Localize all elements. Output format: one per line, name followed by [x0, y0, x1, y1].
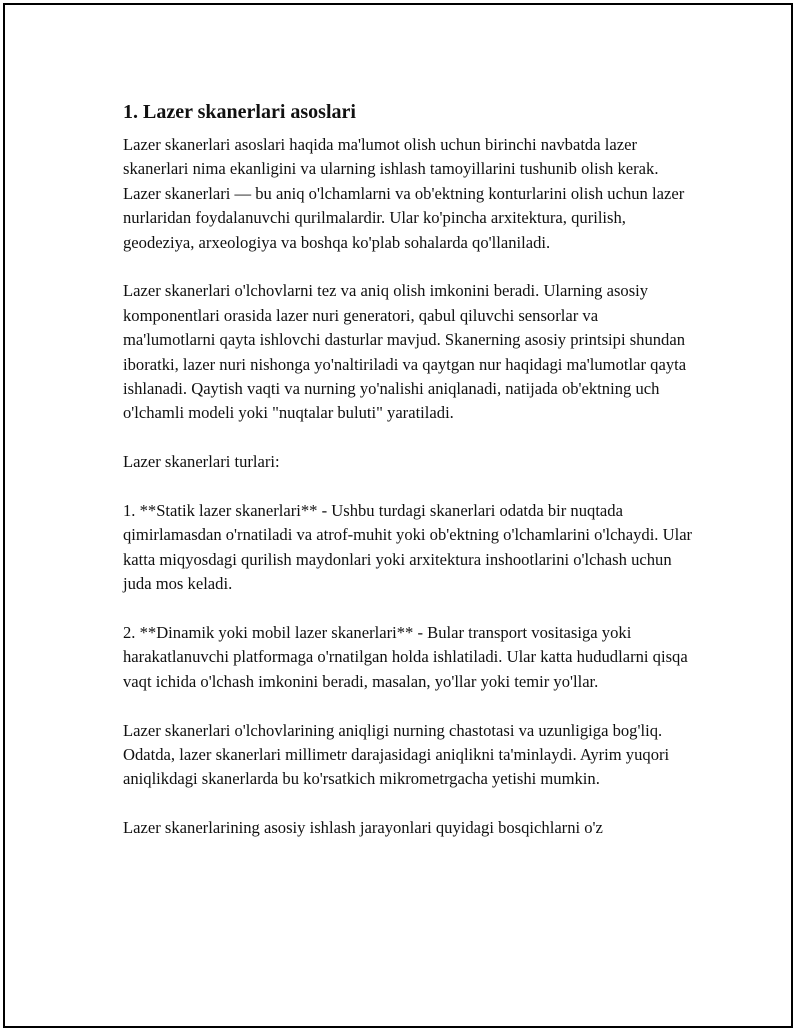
paragraph-accuracy: Lazer skanerlari o'lchovlarining aniqligi nurning chastotasi va uzunligiga bog'liq. Odatda, lazer skanerlari millimetr darajasidagi aniqlikni ta'minlaydi. Ayrim yuqori aniqlikdagi skanerlarda bu ko'rsatkich mikrometrgacha yetishi mumkin.: [123, 720, 670, 789]
paragraph-principles: Lazer skanerlari o'lchovlarni tez va aniq olish imkonini beradi. Ularning asosiy komponentlari orasida lazer nuri generatori, qabul qiluvchi sensorlar va ma'lumotlarni qayta ishlovchi dasturlar mavjud. Skanerning asosiy printsipi shundan iboratki, lazer nuri nishonga yo'naltiriladi va qaytgan nur haqidagi ma'lumotlar qayta ishlanadi. Qaytish vaqti va nurning yo'nalishi aniqlanadi, natijada ob'ektning uch o'lchamli modeli yoki "nuqtalar buluti" yaratiladi.: [123, 281, 687, 423]
paragraph-process: Lazer skanerlarining asosiy ishlash jarayonlari quyidagi bosqichlarni o'z: [123, 818, 603, 838]
section-heading: 1. Lazer skanerlari asoslari: [123, 101, 356, 123]
page-frame: [3, 3, 793, 1028]
paragraph-types-intro: Lazer skanerlari turlari:: [123, 452, 280, 472]
paragraph-intro: Lazer skanerlari asoslari haqida ma'lumot olish uchun birinchi navbatda lazer skanerlari nima ekanligini va ularning ishlash tamoyillarini tushunib olish kerak. Lazer skanerlari — bu aniq o'lchamlarni va ob'ektning konturlarini olish uchun lazer nurlaridan foydalanuvchi qurilmalardir. Ular ko'pincha arxitektura, qurilish, geodeziya, arxeologiya va boshqa ko'plab sohalarda qo'llaniladi.: [123, 135, 685, 252]
document-body: [123, 99, 693, 865]
list-item-static: 1. **Statik lazer skanerlari** - Ushbu turdagi skanerlari odatda bir nuqtada qimirlamasdan o'rnatiladi va atrof-muhit yoki ob'ektning o'lchamlarini o'lchaydi. Ular katta miqyosdagi qurilish maydonlari yoki arxitektura inshootlarini o'lchash uchun juda mos keladi.: [123, 501, 693, 594]
list-item-dynamic: 2. **Dinamik yoki mobil lazer skanerlari** - Bular transport vositasiga yoki harakatlanuvchi platformaga o'rnatilgan holda ishlatiladi. Ular katta hududlarni qisqa vaqt ichida o'lchash imkonini beradi, masalan, yo'llar yoki temir yo'llar.: [123, 623, 688, 691]
